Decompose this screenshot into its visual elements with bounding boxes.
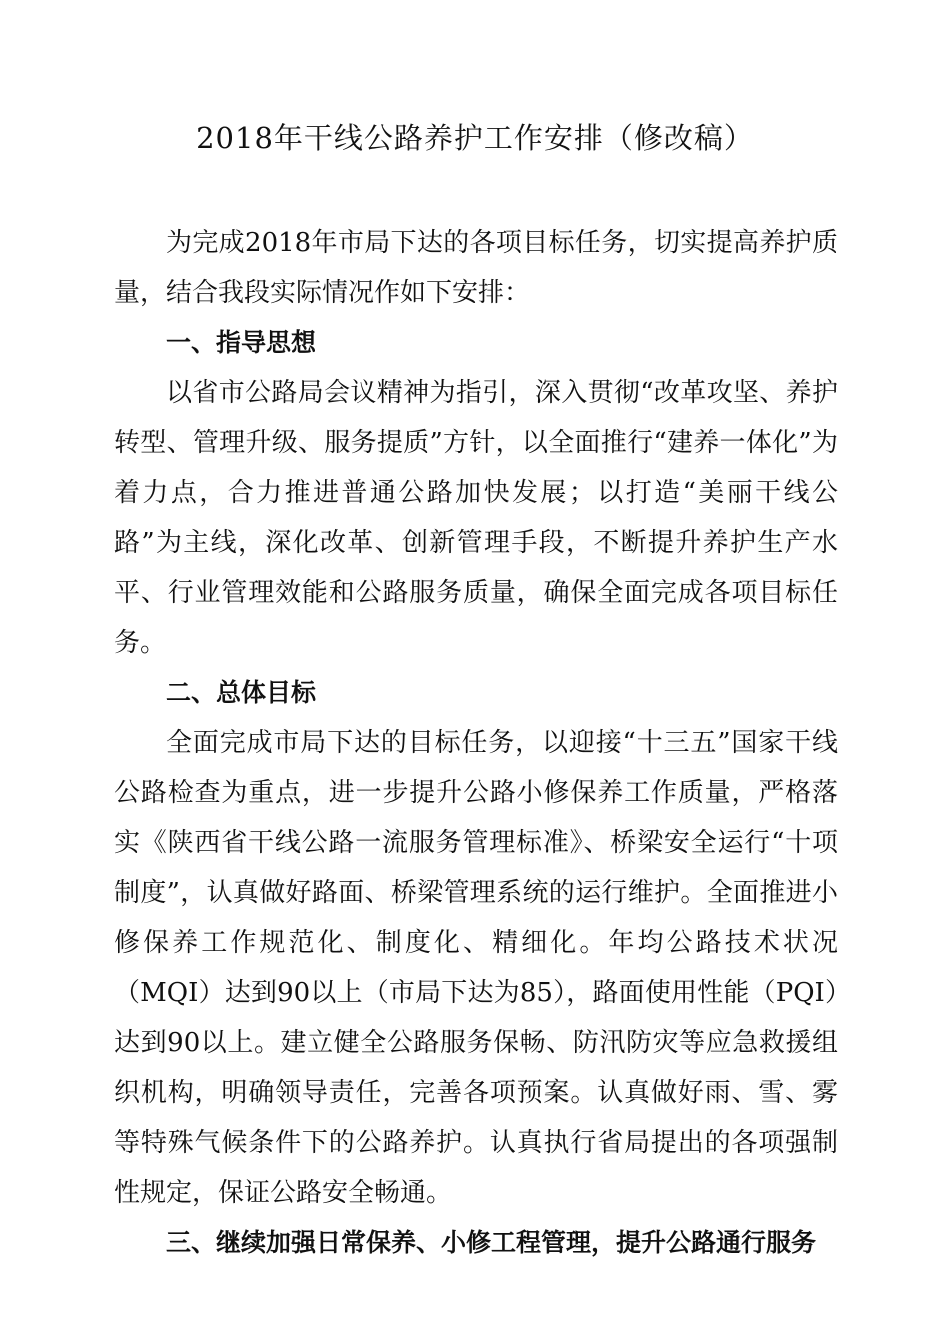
section-body-guiding-ideology: 以省市公路局会议精神为指引，深入贯彻“改革攻坚、养护转型、管理升级、服务提质”方针，以全面推行“建养一体化”为着力点，合力推进普通公路加快发展；以打造“美丽干线公路”为主线，深化改革、创新管理手段，不断提升养护生产水平、行业管理效能和公路服务质量，确保全面完成各项目标任务。 <box>114 378 838 658</box>
intro-paragraph: 为完成2018年市局下达的各项目标任务，切实提高养护质量，结合我段实际情况作如下安排： <box>114 228 838 308</box>
section-heading-overall-goals: 二、总体目标 <box>166 678 317 707</box>
document-title: 2018年干线公路养护工作安排（修改稿） <box>196 121 754 155</box>
section-heading-maintenance-management: 三、继续加强日常保养、小修工程管理，提升公路通行服务 <box>166 1228 817 1257</box>
document-body <box>114 218 838 1268</box>
section-heading-guiding-ideology: 一、指导思想 <box>166 328 317 357</box>
section-body-overall-goals: 全面完成市局下达的目标任务，以迎接“十三五”国家干线公路检查为重点，进一步提升公路小修保养工作质量，严格落实《陕西省干线公路一流服务管理标准》、桥梁安全运行“十项制度”，认真做好路面、桥梁管理系统的运行维护。全面推进小修保养工作规范化、制度化、精细化。年均公路技术状况（MQI）达到90以上（市局下达为85），路面使用性能（PQI）达到90以上。建立健全公路服务保畅、防汛防灾等应急救援组织机构，明确领导责任，完善各项预案。认真做好雨、雪、雾等特殊气候条件下的公路养护。认真执行省局提出的各项强制性规定，保证公路安全畅通。 <box>114 728 838 1208</box>
